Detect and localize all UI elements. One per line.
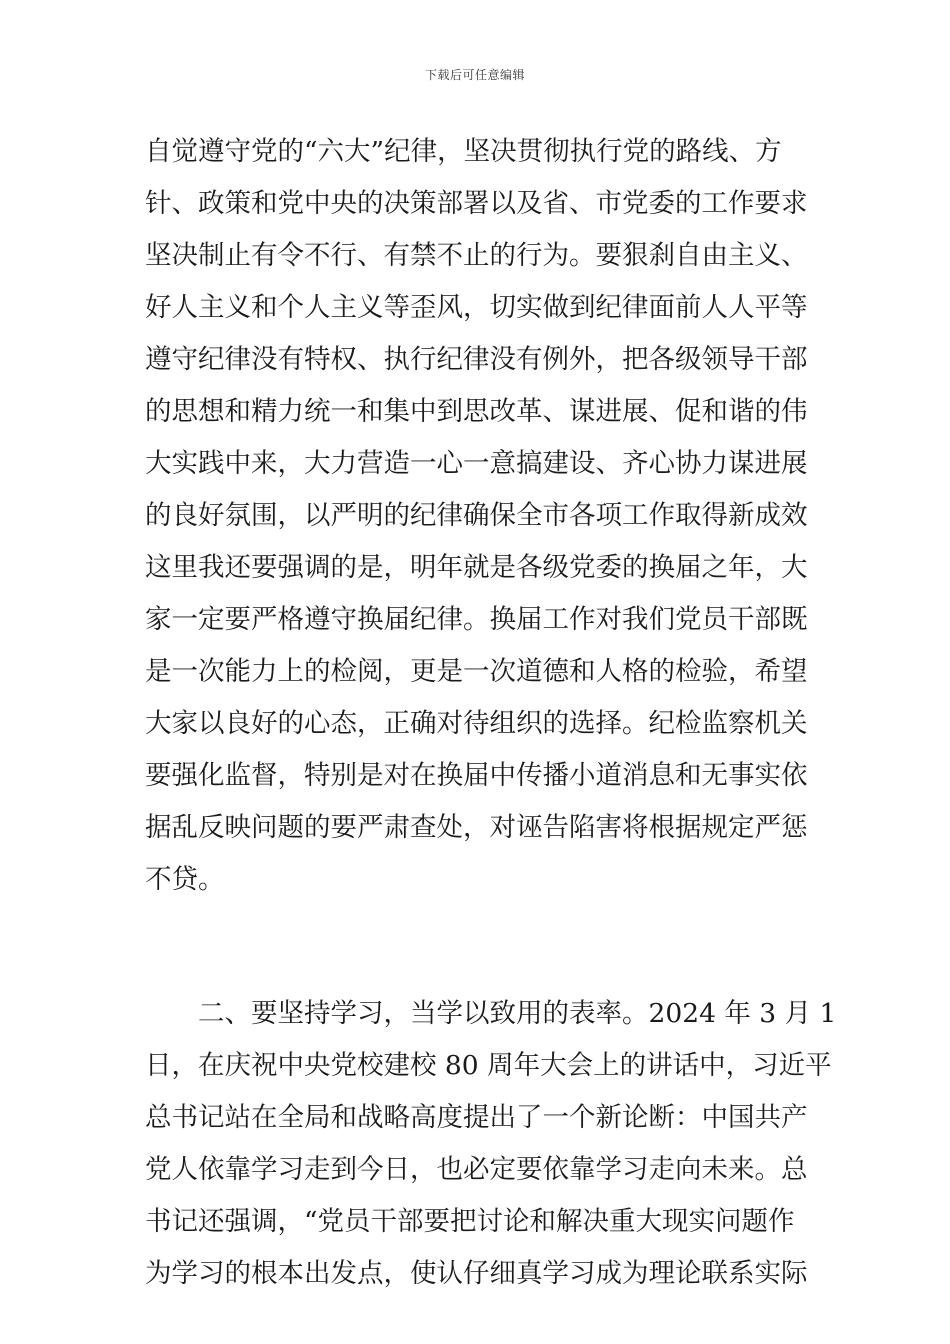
text-line: 不贷。: [145, 864, 225, 895]
text-line: 是一次能力上的检阅，更是一次道德和人格的检验，希望: [145, 656, 808, 687]
document-body: [145, 126, 837, 1300]
text-line: 为学习的根本出发点，使认仔细真学习成为理论联系实际: [145, 1258, 808, 1289]
text-line: 据乱反映问题的要严肃查处，对诬告陷害将根据规定严惩: [145, 812, 808, 843]
text-line: 这里我还要强调的是，明年就是各级党委的换届之年，大: [145, 552, 808, 583]
text-line: 党人依靠学习走到今日，也必定要依靠学习走向未来。总: [145, 1154, 808, 1185]
text-line: 大家以良好的心态，正确对待组织的选择。纪检监察机关: [145, 708, 808, 739]
text-line: 总书记站在全局和战略高度提出了一个新论断：中国共产: [145, 1102, 808, 1133]
paragraph-spacer: [145, 906, 810, 988]
text-line: 的思想和精力统一和集中到思改革、谋进展、促和谐的伟: [145, 396, 808, 427]
page-header: 下载后可任意编辑: [424, 68, 525, 82]
text-line: 要强化监督，特别是对在换届中传播小道消息和无事实依: [145, 760, 808, 791]
text-line: 家一定要严格遵守换届纪律。换届工作对我们党员干部既: [145, 604, 808, 635]
text-line: 日，在庆祝中央党校建校 80 周年大会上的讲话中，习近平: [145, 1050, 832, 1081]
text-line: 大实践中来，大力营造一心一意搞建设、齐心协力谋进展: [145, 448, 808, 479]
text-line: 坚决制止有令不行、有禁不止的行为。要狠刹自由主义、: [145, 240, 808, 271]
paragraph-2: [145, 988, 837, 1300]
text-line: 针、政策和党中央的决策部署以及省、市党委的工作要求: [145, 188, 808, 219]
text-line: 二、要坚持学习，当学以致用的表率。2024 年 3 月 1: [198, 998, 837, 1029]
text-line: 的良好氛围，以严明的纪律确保全市各项工作取得新成效: [145, 500, 808, 531]
text-line: 好人主义和个人主义等歪风，切实做到纪律面前人人平等: [145, 292, 808, 323]
text-line: 书记还强调，“党员干部要把讨论和解决重大现实问题作: [145, 1206, 795, 1237]
text-line: 自觉遵守党的“六大”纪律，坚决贯彻执行党的路线、方: [145, 136, 782, 167]
text-line: 遵守纪律没有特权、执行纪律没有例外，把各级领导干部: [145, 344, 808, 375]
paragraph-1: [145, 126, 810, 906]
